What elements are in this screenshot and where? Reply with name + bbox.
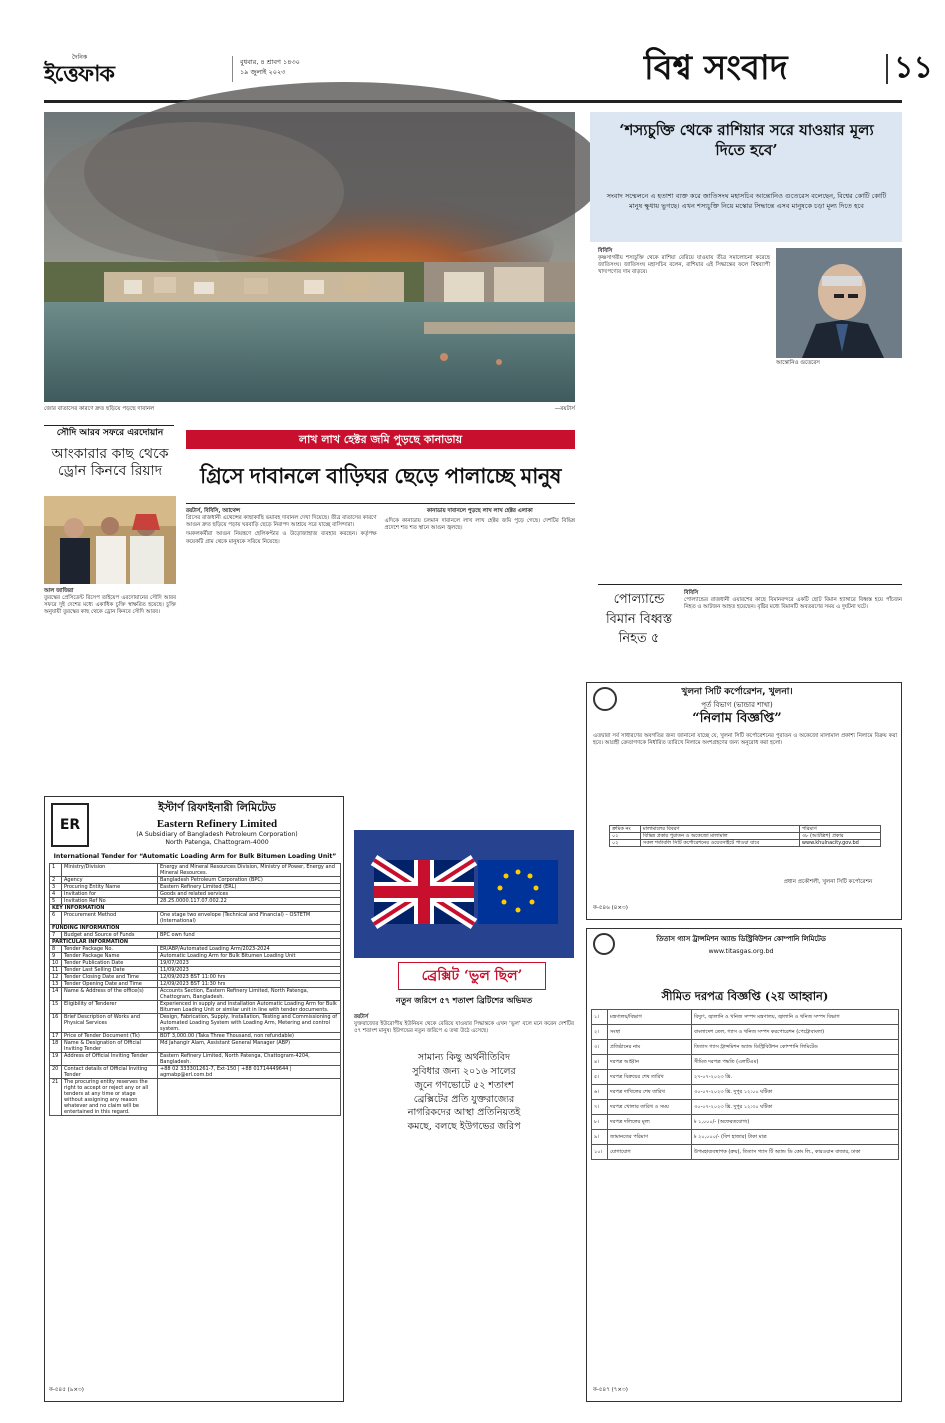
erl-cell (158, 1079, 341, 1116)
erl-row (50, 953, 341, 960)
greece-headline: গ্রিসে দাবানলে বাড়িঘর ছেড়ে পালাচ্ছে মানুষ (200, 463, 561, 488)
erl-cell: +88 02 333301261-7, Ext-150 | +88 01714449644 | agmabp@erl.com.bd (158, 1066, 341, 1079)
erl-row (50, 946, 341, 953)
titas-row (592, 1025, 899, 1040)
brexit-pull-quote: সামান্য কিছু অর্থনীতিবিদ সুবিধার জন্য ২০১৬ সালের জুনে গণভোটে ৫২ শতাংশ ব্রেক্সিটের প্রতি যুক্তরাজ্যের নাগরিকদের আস্থা প্রতিনিয়তই কমছে, বলছে ইউগভের জরিপ (407, 1052, 521, 1133)
erl-section-heading: PARTICULAR INFORMATION (50, 939, 341, 946)
erl-cell: Energy and Mineral Resources Division, Ministry of Power, Energy and Mineral Resources. (158, 864, 341, 877)
erl-row (50, 1066, 341, 1079)
erl-cell: Md Jahangir Alam, Assistant General Manager (ABP) (158, 1040, 341, 1053)
erl-sub: (A Subsidiary of Bangladesh Petroleum Corporation) (136, 831, 298, 838)
erl-row (50, 967, 341, 974)
section-title: বিশ্ব সংবাদ (644, 48, 788, 88)
titas-row (592, 1115, 899, 1130)
date-bn: বুধবার, ৪ শ্রাবণ ১৪৩০ (240, 58, 300, 66)
titas-cell: ৩০-০৭-২০২৩ খ্রি. দুপুর ১২:০০ ঘটিকা (692, 1085, 899, 1100)
erl-cell: 20 (50, 1066, 62, 1079)
wildfire-photo (44, 112, 575, 402)
erl-cell: Agency (62, 877, 158, 884)
greece-p1: গ্রিসের রাজধানী এথেন্সের কাছাকাছি ভয়াবহ দাবানল দেখা দিয়েছে। তীব্র বাতাসের কারণে আগুন দ্রুত ছড়িয়ে পড়ায় ঘরবাড়ি ছেড়ে নিরাপদ আশ্রয়ে সরে যাচ্ছে বাসিন্দারা। (186, 515, 377, 529)
erl-row (50, 877, 341, 884)
erl-row (50, 1014, 341, 1033)
titas-cell: উপমহাব্যবস্থাপক (ক্রয়), তিতাস গ্যাস টি অ্যান্ড ডি কোং লি., কারওয়ান বাজার, ঢাকা (692, 1145, 899, 1160)
poland-dateline: বিবিসি (684, 590, 699, 596)
erl-cell: Procuring Entity Name (62, 884, 158, 891)
khulna-cell: ০২ (610, 840, 641, 847)
eastern-refinery-tender (44, 796, 344, 1402)
erl-row (50, 884, 341, 891)
titas-row (592, 1040, 899, 1055)
titas-cell: ৳ ২০,০০০/- (বিশ হাজার) টাকা মাত্র (692, 1130, 899, 1145)
khulna-org: খুলনা সিটি কর্পোরেশন, খুলনা। (681, 687, 793, 697)
issue-date (240, 58, 360, 82)
titas-code: ক-৫৪৭ (৭×৩) (593, 1387, 628, 1393)
erl-row (50, 960, 341, 967)
titas-logo (593, 933, 615, 955)
titas-web[interactable]: www.titasgas.org.bd (708, 947, 774, 955)
erl-row (50, 981, 341, 988)
titas-cell: বিদ্যুৎ, জ্বালানি ও খনিজ সম্পদ মন্ত্রণালয়, জ্বালানি ও খনিজ সম্পদ বিভাগ (692, 1010, 899, 1025)
erl-cell: Tender Publication Date (62, 960, 158, 967)
titas-cell: বাংলাদেশ তেল, গ্যাস ও খনিজ সম্পদ করপোরেশন (পেট্রোবাংলা) (692, 1025, 899, 1040)
titas-table (591, 1009, 899, 1160)
brexit-dateline: রয়টার্স (354, 1014, 369, 1020)
brexit-body (354, 1014, 574, 1394)
titas-cell: ৫। (592, 1070, 608, 1085)
un-headline: ‘শস্যচুক্তি থেকে রাশিয়ার সরে যাওয়ার মূল্য দিতে হবে’ (619, 121, 874, 160)
erl-section-heading: KEY INFORMATION (50, 905, 341, 912)
khulna-th: ক্রমিক নং (610, 826, 641, 833)
titas-notice (586, 928, 902, 1402)
titas-cell: তিতাস গ্যাস ট্রান্সমিশন অ্যান্ড ডিস্ট্রিবিউশন কোম্পানি লিমিটেড (692, 1040, 899, 1055)
erl-addr: North Patenga, Chattogram-4000 (165, 839, 269, 846)
erl-row (50, 988, 341, 1001)
poland-body-text: পোল্যান্ডের রাজধানী ওয়ারশের কাছে বিমানবন্দরে একটি ছোট বিমান হ্যাঙ্গারে বিধ্বস্ত হয়ে পাঁচজন নিহত ও আটজন আহত হয়েছেন। বৃষ্টির মধ্যে বিমানটি অবতরণের সময় এ দুর্ঘটনা ঘটে। (684, 597, 902, 611)
titas-row (592, 1100, 899, 1115)
khulna-table (609, 825, 881, 847)
saudi-story (44, 428, 176, 788)
titas-cell: সীমিত দরপত্র পদ্ধতি (এলটিএম) (692, 1055, 899, 1070)
erl-row (50, 1001, 341, 1014)
greece-p2: দমকলকর্মীরা আগুন নিয়ন্ত্রণে হেলিকপ্টার ও উড়োজাহাজ ব্যবহার করছেন। কর্তৃপক্ষ কয়েকটি গ্রাম থেকে মানুষকে সরিয়ে নিয়েছে। (186, 531, 377, 545)
titas-cell: ৪। (592, 1055, 608, 1070)
erl-cell: 11/09/2023 (158, 967, 341, 974)
khulna-cell: সকল শর্তাবলি সিটি কর্পোরেশনের ওয়েবসাইটে পাওয়া যাবে (640, 840, 799, 847)
titas-cell: ৩। (592, 1040, 608, 1055)
erl-row (50, 974, 341, 981)
erl-row (50, 912, 341, 925)
titas-row (592, 1085, 899, 1100)
erl-cell: 3 (50, 884, 62, 891)
greece-dateline: রয়টার্স, বিবিসি, অ্যাথেন্স (186, 508, 240, 514)
erl-cell: 13 (50, 981, 62, 988)
erl-cell: The procuring entity reserves the right to accept or reject any or all tenders at any time or stage without assigning any reason whatever and no claim will be entertained in this regard. (62, 1079, 158, 1116)
khulna-code: ক-৫৪৬ (৪×৩) (593, 905, 628, 911)
poland-body (684, 590, 902, 674)
un-body-text: কৃষ্ণসাগরীয় শস্যচুক্তি থেকে রাশিয়া বেরিয়ে যাওয়ায় তীব্র সমালোচনা করেছে জাতিসংঘ। জাতিসংঘ মহাসচিব বলেন, রাশিয়ার এই সিদ্ধান্তের ফলে বিশ্বব্যাপী খাদ্যপণ্যের দাম বাড়বে। (598, 255, 770, 276)
erl-cell: BPC own fund (158, 932, 341, 939)
titas-cell: ৩০-০৭-২০২৩ খ্রি. দুপুর ১২:৩০ ঘটিকা (692, 1100, 899, 1115)
erl-row (50, 898, 341, 905)
erl-row (50, 891, 341, 898)
erl-name-bn: ইস্টার্ণ রিফাইনারী লিমিটেড (158, 801, 276, 814)
erl-cell: Ministry/Division (62, 864, 158, 877)
erl-cell: 28.25.0000.117.07.002.22 (158, 898, 341, 905)
photo-caption-text: জোর বাতাসের কারণে দ্রুত ছড়িয়ে পড়ছে দাবানল (44, 406, 155, 412)
titas-cell: ৮। (592, 1115, 608, 1130)
titas-cell: দরপত্র দলিলের মূল্য (608, 1115, 692, 1130)
erl-row (50, 1053, 341, 1066)
erl-cell: 14 (50, 988, 62, 1001)
erl-row (50, 925, 341, 932)
greece-p3: এদিকে কানাডায় চলমান দাবানলে লাখ লাখ হেক্টর জমি পুড়ে গেছে। দেশটির বিভিন্ন প্রদেশে শত শত স্থানে আগুন জ্বলছে। (384, 518, 575, 532)
erl-table (49, 863, 341, 1116)
erl-cell: 11 (50, 967, 62, 974)
poland-headline: পোল্যান্ডে বিমান বিধ্বস্ত নিহত ৫ (605, 592, 673, 646)
saudi-photo (44, 496, 176, 584)
erl-row (50, 939, 341, 946)
erl-cell: Experienced in supply and installation Automatic Loading Arm for Bulk Bitumen Loading Unit or similar unit in line with tender documents. (158, 1001, 341, 1014)
canada-strip-text: লাখ লাখ হেক্টর জমি পুড়ছে কানাডায় (298, 433, 463, 446)
erl-cell: Automatic Loading Arm for Bulk Bitumen Loading Unit (158, 953, 341, 960)
paper-logo (44, 54, 194, 86)
titas-row (592, 1070, 899, 1085)
date-en: ১৯ জুলাই ২০২৩ (240, 67, 286, 76)
titas-cell: সংস্থা (608, 1025, 692, 1040)
erl-cell: 21 (50, 1079, 62, 1116)
titas-row (592, 1130, 899, 1145)
erl-cell: 18 (50, 1040, 62, 1053)
titas-cell: প্রতিষ্ঠানের নাম (608, 1040, 692, 1055)
erl-cell: Goods and related services (158, 891, 341, 898)
erl-cell: 1 (50, 864, 62, 877)
titas-cell: মন্ত্রণালয়/বিভাগ (608, 1010, 692, 1025)
erl-row (50, 1033, 341, 1040)
erl-cell: 19 (50, 1053, 62, 1066)
khulna-th: মালামালের বিবরণ (640, 826, 799, 833)
erl-cell: Design, Fabrication, Supply, Installation, Testing and Commissioning of Automated Loading System with Loading Arm, Metering and control system. (158, 1014, 341, 1033)
erl-cell: Budget and Source of Funds (62, 932, 158, 939)
erl-logo: ER (51, 803, 89, 847)
erl-cell: 19/07/2023 (158, 960, 341, 967)
titas-cell: ৯। (592, 1130, 608, 1145)
greece-body (186, 508, 575, 788)
erl-cell: 10 (50, 960, 62, 967)
khulna-cell: ০১ (610, 833, 641, 840)
erl-cell: Procurement Method (62, 912, 158, 925)
erl-cell: Accounts Section, Eastern Refinery Limited, North Patenga, Chattogram, Bangladesh. (158, 988, 341, 1001)
titas-row (592, 1055, 899, 1070)
khulna-body: এতদ্বারা সর্ব সাধারণের অবগতির জন্য জানানো যাচ্ছে যে, খুলনা সিটি কর্পোরেশনের পুরাতন ও অকেজো মালামাল প্রকাশ্য নিলামে বিক্রয় করা হবে। আগ্রহী ক্রেতাগণকে নির্ধারিত তারিখে নিলামে অংশগ্রহণের জন্য অনুরোধ করা হলো। (593, 733, 897, 747)
titas-cell: ৬। (592, 1085, 608, 1100)
titas-cell: ১০। (592, 1145, 608, 1160)
erl-cell: 5 (50, 898, 62, 905)
brexit-badge: ব্রেক্সিট ‘ভুল ছিল’ (398, 962, 546, 990)
paper-prefix: দৈনিক (72, 54, 88, 61)
erl-row (50, 864, 341, 877)
erl-cell: Eligibility of Tenderer (62, 1001, 158, 1014)
khulna-logo (593, 687, 617, 711)
erl-cell: Invitation for (62, 891, 158, 898)
brexit-body-text: যুক্তরাজ্যের ইউরোপীয় ইউনিয়ন থেকে বেরিয়ে যাওয়ার সিদ্ধান্তকে এখন ‘ভুল’ বলে মনে করেন দেশটির ৫৭ শতাংশ মানুষ। ইউগভের নতুন জরিপে এ তথ্য উঠে এসেছে। (354, 1021, 574, 1035)
erl-cell: 8 (50, 946, 62, 953)
paper-name: ইত্তেফাক (44, 61, 114, 87)
brexit-deck: নতুন জরিপে ৫৭ শতাংশ ব্রিটিশের অভিমত (395, 996, 533, 1005)
titas-row (592, 1010, 899, 1025)
erl-cell: ER/ABP/Automated Loading Arm/2023-2024 (158, 946, 341, 953)
erl-cell: Eastern Refinery Limited (ERL) (158, 884, 341, 891)
titas-org: তিতাস গ্যাস ট্রান্সমিশন অ্যান্ড ডিস্ট্রিবিউশন কোম্পানি লিমিটেড (656, 935, 826, 943)
un-body (598, 248, 770, 578)
erl-tender-title: International Tender for “Automatic Loading Arm for Bulk Bitumen Loading Unit” (53, 853, 337, 860)
erl-cell: 12/09/2023 BST 11:30 hrs (158, 981, 341, 988)
erl-cell: 9 (50, 953, 62, 960)
erl-cell: BDT 3,000.00 (Taka Three Thousand, non refundable) (158, 1033, 341, 1040)
saudi-body: তুরস্কের প্রেসিডেন্ট রিসেপ তাইয়েপ এরদোয়ানের সৌদি আরব সফরে দুই দেশের মধ্যে একাধিক চুক্তি স্বাক্ষরিত হয়েছে। চুক্তি অনুযায়ী তুরস্কের কাছ থেকে ড্রোন কিনবে সৌদি আরব। (44, 595, 176, 616)
titas-cell: দরপত্র খোলার তারিখ ও সময় (608, 1100, 692, 1115)
titas-cell: ৳ ১,০০০/- (অফেরতযোগ্য) (692, 1115, 899, 1130)
erl-cell: Tender Package Name (62, 953, 158, 960)
erl-section-heading: FUNDING INFORMATION (50, 925, 341, 932)
photo-caption (44, 406, 575, 416)
erl-cell: 16 (50, 1014, 62, 1033)
erl-cell: One stage two envelope (Technical and Financial) – OSTETM (International) (158, 912, 341, 925)
greece-subhead: কানাডায় দাবানলে পুড়ছে লাখ লাখ হেক্টর এলাকা (426, 508, 533, 514)
titas-cell: ২। (592, 1025, 608, 1040)
khulna-cell: ৩৮ (আটত্রিশ) প্রকার (799, 833, 880, 840)
khulna-link[interactable]: www.khulnacity.gov.bd (799, 840, 880, 847)
titas-cell: দরপত্র দাখিলের শেষ তারিখ (608, 1085, 692, 1100)
titas-cell: ১। (592, 1010, 608, 1025)
khulna-title: “নিলাম বিজ্ঞপ্তি” (692, 711, 782, 726)
page-number: ১১ (894, 50, 933, 85)
canada-strip (186, 430, 575, 449)
erl-cell: 7 (50, 932, 62, 939)
erl-cell: 4 (50, 891, 62, 898)
erl-row (50, 1040, 341, 1053)
photo-credit: —রয়টার্স (554, 406, 575, 412)
erl-cell: 17 (50, 1033, 62, 1040)
titas-cell: জামানতের পরিমাণ (608, 1130, 692, 1145)
masthead (44, 46, 933, 96)
erl-cell: Invitation Ref No (62, 898, 158, 905)
khulna-notice (586, 682, 902, 920)
saudi-kicker: সৌদি আরব সফরে এরদোয়ান (56, 428, 164, 438)
erl-cell: 12/09/2023 BST 11:00 hrs (158, 974, 341, 981)
guterres-photo (776, 248, 902, 358)
erl-cell: Contact details of Official Inviting Tender (62, 1066, 158, 1079)
erl-cell: Price of Tender Document (Tk) (62, 1033, 158, 1040)
erl-cell: Tender Last Selling Date (62, 967, 158, 974)
titas-cell: ২৭-০৭-২০২৩ খ্রি. (692, 1070, 899, 1085)
khulna-cell: বিভিন্ন প্রকার পুরাতন ও অকেজো মালামাল (640, 833, 799, 840)
erl-cell: 2 (50, 877, 62, 884)
un-lead: সংবাদ সম্মেলনে এ হতাশা ব্যক্ত করে জাতিসংঘ মহাসচিব আন্তোনিও গুতেরেস বলেছেন, বিশ্বের কোটি কোটি মানুষ ক্ষুধায় ভুগছে। এখন শস্যচুক্তি নিয়ে মস্কোর সিদ্ধান্তে এসব মানুষকে চড়া মূল্য দিতে হবে (606, 192, 887, 210)
khulna-dept: পূর্ত বিভাগ (ভান্ডার শাখা) (701, 701, 773, 709)
saudi-dateline: আল জাজিরা (44, 588, 74, 594)
brexit-flags-photo (354, 830, 574, 958)
erl-cell: Tender Opening Date and Time (62, 981, 158, 988)
erl-cell: Bangladesh Petroleum Corporation (BPC) (158, 877, 341, 884)
erl-cell: Tender Closing Date and Time (62, 974, 158, 981)
erl-cell: 6 (50, 912, 62, 925)
erl-cell: Address of Official Inviting Tender (62, 1053, 158, 1066)
erl-row (50, 932, 341, 939)
titas-cell: দরপত্র আহ্বান (608, 1055, 692, 1070)
erl-cell: 15 (50, 1001, 62, 1014)
erl-code: ক-৫৪৫ (৯×৩) (49, 1387, 84, 1393)
un-dateline: বিবিসি (598, 248, 613, 254)
saudi-headline: আংকারার কাছ থেকে ড্রোন কিনবে রিয়াদ (51, 445, 169, 480)
erl-cell: Name & Address of the office(s) (62, 988, 158, 1001)
titas-title: সীমিত দরপত্র বিজ্ঞপ্তি (২য় আহ্বান) (661, 989, 829, 1003)
erl-cell: Eastern Refinery Limited, North Patenga, Chattogram-4204, Bangladesh. (158, 1053, 341, 1066)
erl-row (50, 905, 341, 912)
titas-cell: যোগাযোগ (608, 1145, 692, 1160)
erl-cell: 12 (50, 974, 62, 981)
erl-cell: Name & Designation of Official Inviting Tender (62, 1040, 158, 1053)
erl-name-en: Eastern Refinery Limited (156, 818, 278, 830)
erl-cell: Tender Package No. (62, 946, 158, 953)
titas-row (592, 1145, 899, 1160)
erl-cell: Brief Description of Works and Physical Services (62, 1014, 158, 1033)
khulna-th: পরিমাণ (799, 826, 880, 833)
titas-cell: ৭। (592, 1100, 608, 1115)
erl-row (50, 1079, 341, 1116)
titas-cell: দরপত্র বিক্রয়ের শেষ তারিখ (608, 1070, 692, 1085)
khulna-signature: প্রধান প্রকৌশলী, খুলনা সিটি কর্পোরেশন (783, 879, 873, 885)
un-story (590, 112, 902, 242)
guterres-caption: আন্তোনিও গুতেরেস (776, 360, 820, 366)
